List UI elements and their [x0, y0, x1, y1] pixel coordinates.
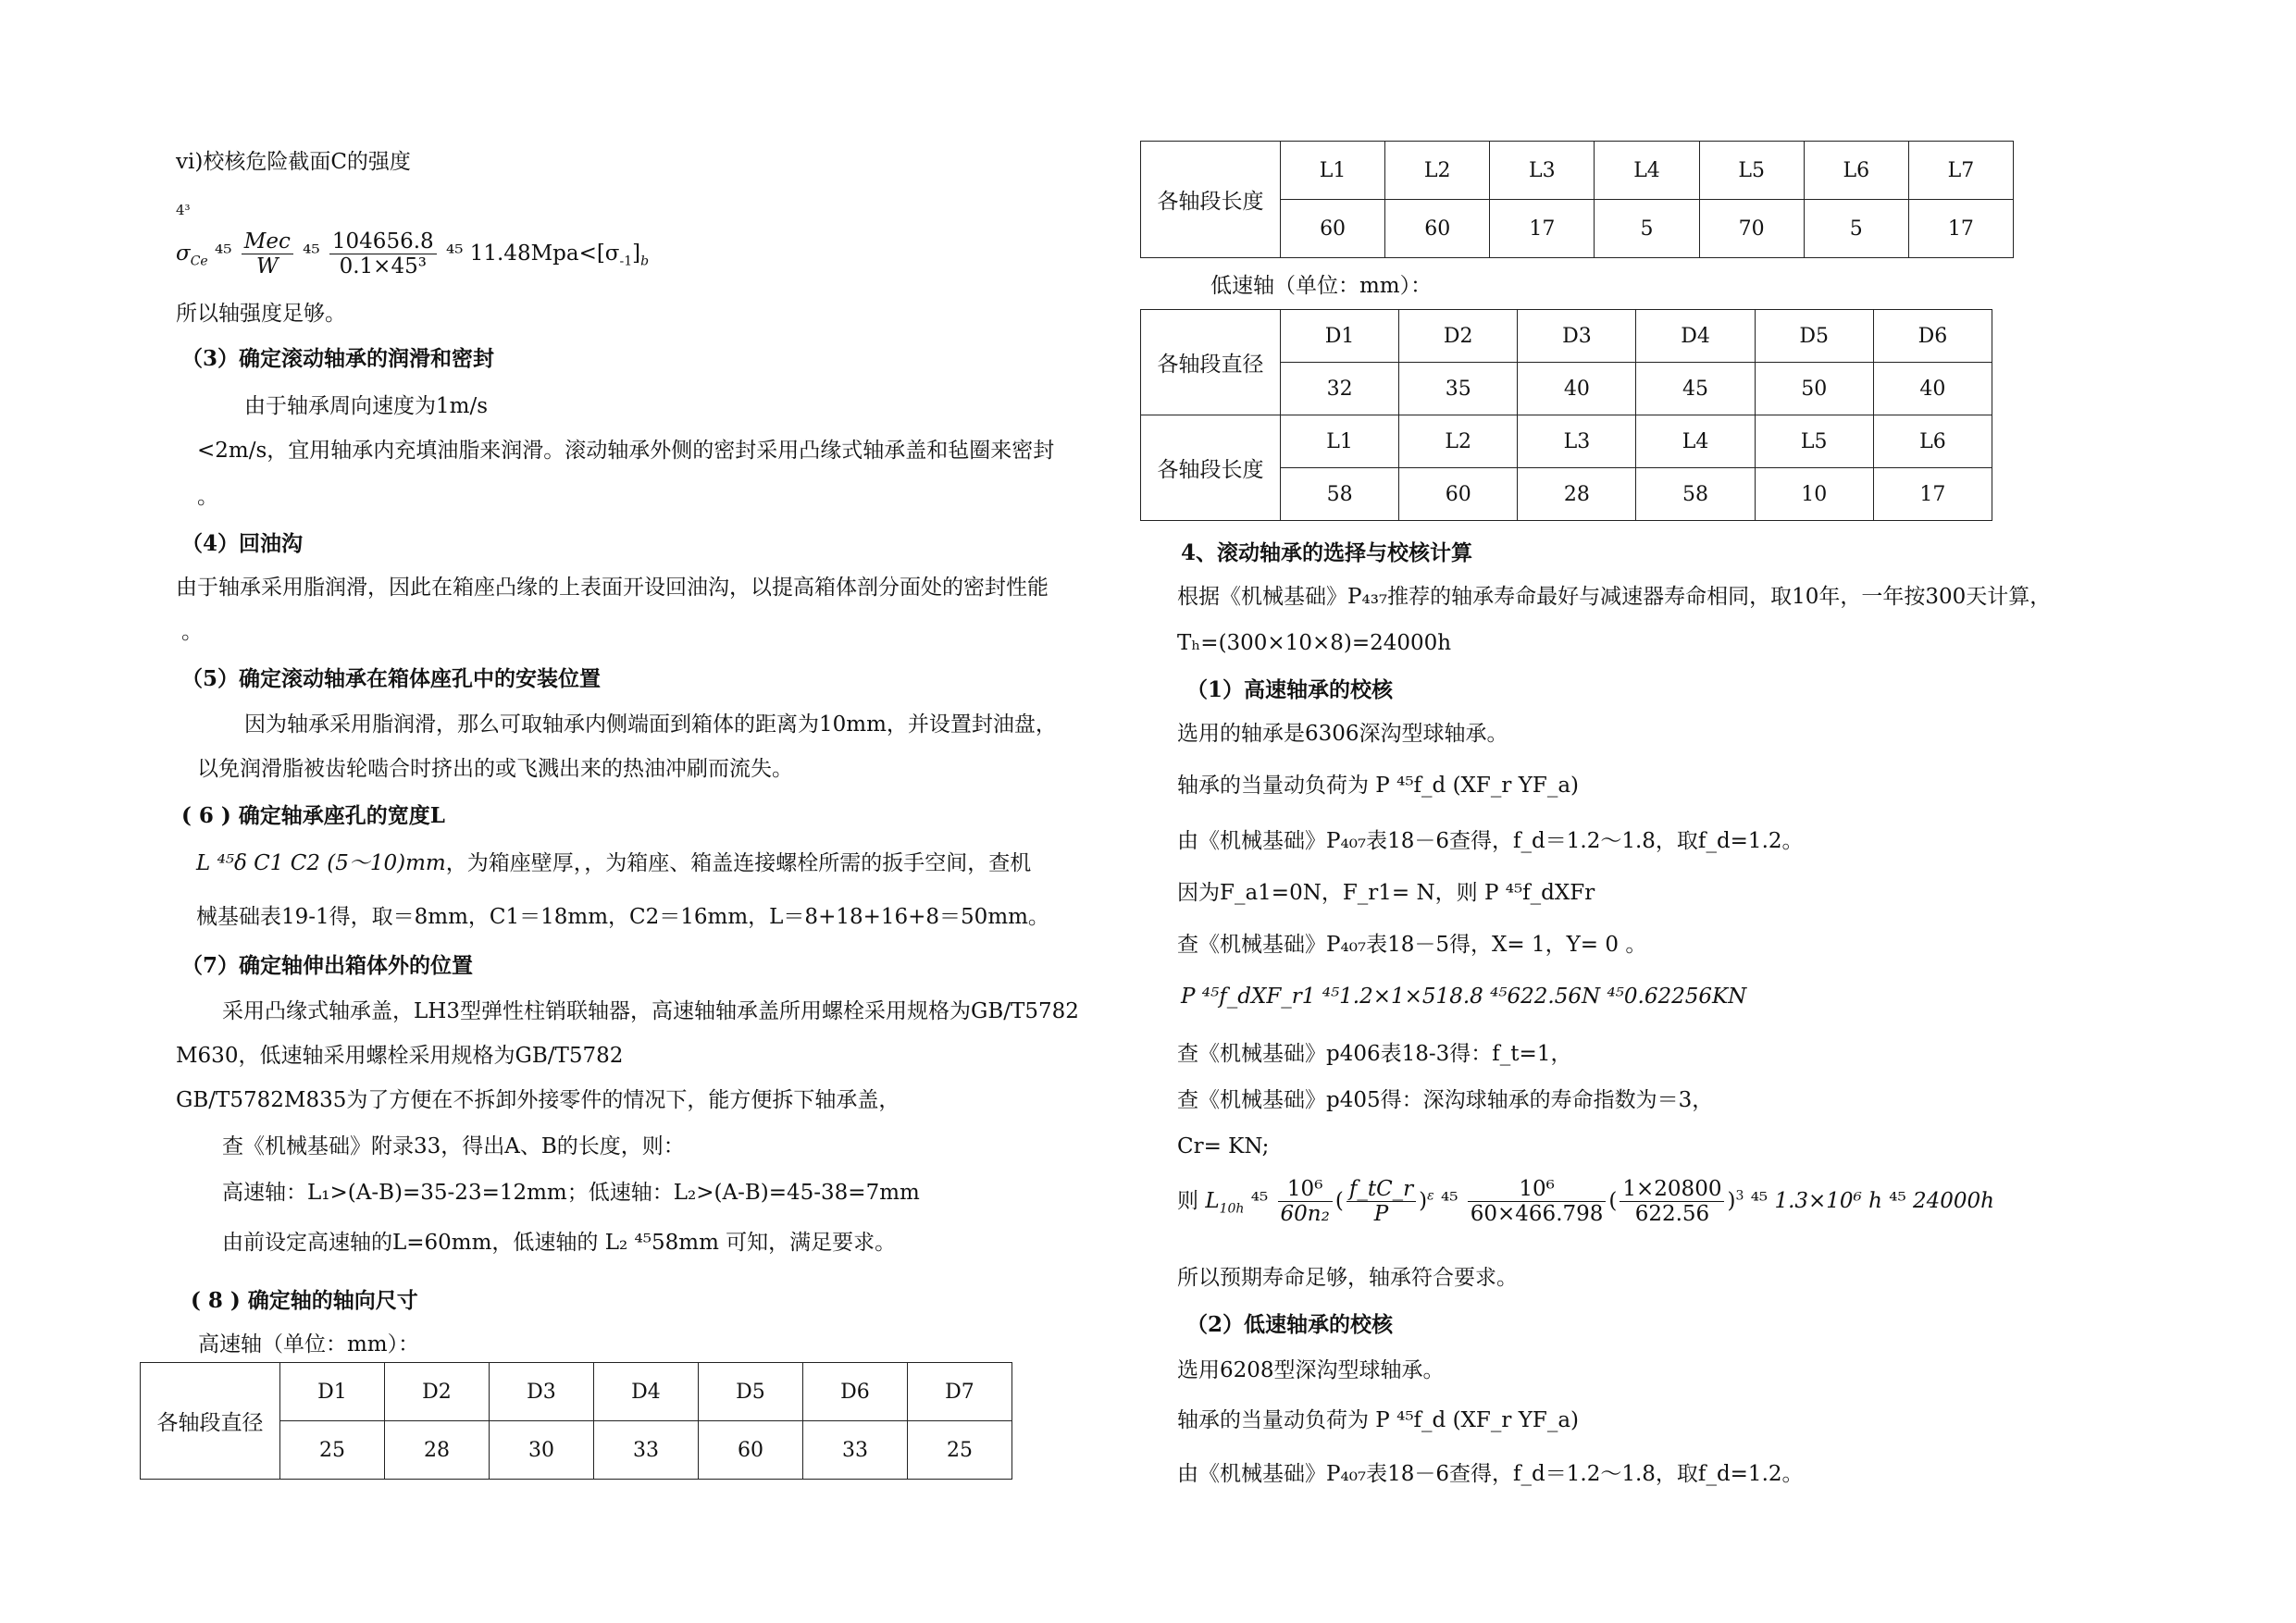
table-cell: 17: [1873, 468, 1992, 521]
sigma-symbol: σ: [176, 241, 191, 266]
table-cell: 17: [1908, 200, 2013, 258]
low-bearing-line-1: 选用6208型深沟型球轴承。: [1177, 1358, 1445, 1382]
fraction-values: [329, 229, 437, 279]
denominator-value: 0.1×45³: [339, 254, 427, 279]
section-8-title: ( 8 ) 确定轴的轴向尺寸: [191, 1288, 418, 1313]
table-cell: 28: [385, 1421, 490, 1480]
high-bearing-line-9: Cr= KN;: [1177, 1134, 1270, 1158]
section-4-title: （4）回油沟: [181, 531, 304, 556]
table-header-cell: D2: [385, 1363, 490, 1421]
table-header-cell: D4: [1636, 310, 1755, 363]
high-bearing-line-7: 查《机械基础》p406表18-3得：f_t=1，: [1177, 1042, 1572, 1066]
high-bearing-line-5: 查《机械基础》P₄₀₇表18－5得，X= 1，Y= 0 。: [1177, 933, 1647, 957]
table-cell: 25: [908, 1421, 1012, 1480]
section-3-paragraph-3: 。: [197, 485, 218, 509]
low-bearing-line-3: 由《机械基础》P₄₀₇表18－6查得，f_d＝1.2～1.8，取f_d=1.2。: [1177, 1462, 1804, 1486]
section-3-paragraph-2: <2m/s，宜用轴承内充填油脂来润滑。滚动轴承外侧的密封采用凸缘式轴承盖和毡圈来密封: [197, 439, 1055, 463]
sigma-result-sub: -1: [619, 254, 633, 269]
table-cell: 40: [1873, 363, 1992, 415]
table-header-cell: D3: [1518, 310, 1636, 363]
section-5-title: （5）确定滚动轴承在箱体座孔中的安装位置: [181, 666, 602, 691]
high-bearing-line-2: 轴承的当量动负荷为 P ⁴⁵f_d (XF_r YF_a): [1177, 774, 1580, 798]
denominator-w: W: [255, 254, 279, 279]
table-header-cell: L5: [1699, 142, 1804, 200]
table-cell: 60: [699, 1421, 803, 1480]
table-cell: 33: [594, 1421, 699, 1480]
high-bearing-line-1: 选用的轴承是6306深沟型球轴承。: [1177, 722, 1508, 746]
high-bearing-line-6: P ⁴⁵f_dXF_r1 ⁴⁵1.2×1×518.8 ⁴⁵622.56N ⁴⁵0.62256KN: [1181, 985, 1747, 1009]
eq-mark: ⁴⁵: [303, 241, 320, 266]
high-bearing-line-3: 由《机械基础》P₄₀₇表18－6查得，f_d＝1.2～1.8，取f_d=1.2。: [1177, 829, 1804, 853]
table-cell: 60: [1399, 468, 1518, 521]
fraction-mec-w: [242, 229, 293, 279]
numerator-value: 104656.8: [329, 229, 437, 254]
eq-mark: ⁴⁵: [215, 241, 232, 266]
section-3-title: （3）确定滚动轴承的润滑和密封: [181, 346, 495, 371]
table-cell: 60: [1385, 200, 1490, 258]
high-speed-diameter-table: [140, 1362, 1012, 1480]
fraction-1: [1278, 1177, 1333, 1227]
table-header-cell: D4: [594, 1363, 699, 1421]
section-6-paragraph-2: 械基础表19-1得，取＝8mm，C1＝18mm，C2＝16mm，L＝8+18+16+8＝50mm。: [196, 905, 1049, 929]
table-header-cell: D1: [280, 1363, 385, 1421]
table-header-cell: L4: [1636, 415, 1755, 468]
sigma-formula: [176, 229, 649, 279]
high-speed-length-table: [1140, 141, 2014, 258]
life-symbol: L: [1205, 1188, 1220, 1213]
table-header-cell: L3: [1518, 415, 1636, 468]
section-6-line: [196, 851, 1031, 877]
section-4-paragraph-1: 由于轴承采用脂润滑，因此在箱座凸缘的上表面开设回油沟，以提高箱体剖分面处的密封性能: [176, 576, 1049, 600]
table-cell: 17: [1490, 200, 1595, 258]
table-cell: 10: [1755, 468, 1873, 521]
table-cell: 60: [1281, 200, 1385, 258]
table-header-cell: D6: [803, 1363, 908, 1421]
row-label: 各轴段直径: [141, 1363, 280, 1480]
eq-mark: ⁴⁵: [1250, 1188, 1269, 1213]
exponent-3: 3: [1735, 1188, 1744, 1204]
table-cell: 70: [1699, 200, 1804, 258]
high-speed-shaft-caption: 高速轴（单位：mm）：: [198, 1332, 420, 1357]
table-header-cell: D6: [1873, 310, 1992, 363]
high-bearing-line-4: 因为F_a1=0N，F_r1= N，则 P ⁴⁵f_dXFr: [1177, 881, 1595, 905]
table-header-cell: L3: [1490, 142, 1595, 200]
numerator-mec: Mec: [242, 229, 293, 254]
table-cell: 30: [490, 1421, 594, 1480]
eq-mark: ⁴⁵: [445, 241, 464, 266]
sigma-result-b: b: [640, 254, 650, 269]
table-cell: 35: [1399, 363, 1518, 415]
table-header-cell: L2: [1385, 142, 1490, 200]
denominator: P: [1373, 1202, 1389, 1227]
table-header-cell: D2: [1399, 310, 1518, 363]
table-cell: 28: [1518, 468, 1636, 521]
table-header-cell: L4: [1595, 142, 1699, 200]
low-speed-shaft-caption: 低速轴（单位：mm）：: [1210, 274, 1433, 298]
section-7-paragraph-5: 高速轴：L₁>(A-B)=35-23=12mm；低速轴：L₂>(A-B)=45-38=7mm: [222, 1181, 920, 1205]
numerator: f_tC_r: [1347, 1177, 1416, 1202]
table-header-cell: L5: [1755, 415, 1873, 468]
row-label: 各轴段长度: [1141, 142, 1281, 258]
formula-index-note: 4³: [176, 202, 191, 218]
table-header-cell: L6: [1873, 415, 1992, 468]
section-3-paragraph-1: 由于轴承周向速度为1m/s: [244, 394, 488, 418]
life-formula: 则 $L_{10h}$ ⁴⁵ $\frac{\text{10⁶}}{\text{60n₂}}$ ( $\frac{f\_tC\_r}{P}$ )$^\varepsilon$ ⁴⁵ $\frac{\text{10⁶}}{60\times 466.798}$ ( $\frac{1\times 20800}{622.56}$ )$^3$ ⁴⁵ 1.3×10⁶ h ⁴⁵ 24000h: [1177, 1177, 1994, 1227]
numerator: 10⁶: [1278, 1177, 1333, 1202]
width-formula: L ⁴⁵δ C1 C2 (5～10)mm: [196, 851, 446, 875]
section-6-paragraph-1: ，为箱座壁厚，，为箱座、箱盖连接螺栓所需的扳手空间，查机: [445, 851, 1032, 875]
vi-title: ⅵ)校核危险截面C的强度: [176, 150, 411, 174]
low-speed-table: [1140, 309, 1992, 521]
bearing-paragraph-2: Tₕ=(300×10×8)=24000h: [1177, 631, 1452, 655]
numerator: 10⁶: [1468, 1177, 1607, 1202]
table-row: [141, 1363, 1012, 1421]
section-5-paragraph-2: 以免润滑脂被齿轮啮合时挤出的或飞溅出来的热油冲刷而流失。: [197, 757, 793, 781]
section-bearing-title: 4、滚动轴承的选择与校核计算: [1181, 540, 1473, 565]
numerator: 1×20800: [1620, 1177, 1724, 1202]
sigma-result: 11.48Mpa<[σ: [469, 241, 620, 266]
table-row: [1141, 142, 2014, 200]
table-header-cell: D1: [1281, 310, 1399, 363]
table-cell: 50: [1755, 363, 1873, 415]
table-cell: 25: [280, 1421, 385, 1480]
low-bearing-line-2: 轴承的当量动负荷为 P ⁴⁵f_d (XF_r YF_a): [1177, 1408, 1580, 1432]
table-header-cell: L2: [1399, 415, 1518, 468]
table-header-cell: L1: [1281, 415, 1399, 468]
table-cell: 5: [1595, 200, 1699, 258]
exponent-epsilon: ε: [1427, 1188, 1434, 1204]
low-speed-bearing-title: （2）低速轴承的校核: [1186, 1312, 1394, 1337]
table-header-cell: D3: [490, 1363, 594, 1421]
section-5-paragraph-1: 因为轴承采用脂润滑，那么可取轴承内侧端面到箱体的距离为10mm，并设置封油盘，: [244, 712, 1057, 737]
table-row: [1141, 310, 1992, 363]
section-7-paragraph-3: GB/T5782M835为了方便在不拆卸外接零件的情况下，能方便拆下轴承盖，: [176, 1088, 900, 1112]
table-header-cell: D5: [1755, 310, 1873, 363]
life-prefix: 则: [1177, 1188, 1198, 1213]
denominator: 60n₂: [1280, 1202, 1330, 1227]
high-bearing-line-8: 查《机械基础》p405得：深沟球轴承的寿命指数为＝3，: [1177, 1088, 1714, 1112]
denominator: 60×466.798: [1470, 1202, 1604, 1227]
section-7-title: （7）确定轴伸出箱体外的位置: [181, 953, 474, 978]
section-7-paragraph-1: 采用凸缘式轴承盖，LH3型弹性柱销联轴器，高速轴轴承盖所用螺栓采用规格为GB/T5782: [222, 999, 1079, 1023]
table-header-cell: L6: [1804, 142, 1908, 200]
eq-mark: ⁴⁵: [1750, 1188, 1769, 1213]
table-cell: 5: [1804, 200, 1908, 258]
table-header-cell: D5: [699, 1363, 803, 1421]
high-speed-bearing-title: （1）高速轴承的校核: [1186, 677, 1394, 702]
sigma-subscript: Ce: [190, 254, 208, 269]
table-row: [1141, 415, 1992, 468]
section-7-paragraph-2: M630，低速轴采用螺栓采用规格为GB/T5782: [176, 1044, 624, 1068]
table-cell: 45: [1636, 363, 1755, 415]
section-6-title: ( 6 ) 确定轴承座孔的宽度L: [181, 803, 445, 828]
eq-mark: ⁴⁵: [1889, 1188, 1906, 1213]
life-result-hours: 24000h: [1913, 1188, 1994, 1213]
fraction-4: [1620, 1177, 1724, 1227]
section-7-paragraph-4: 查《机械基础》附录33，得出A、B的长度，则：: [222, 1134, 685, 1158]
row-label: 各轴段直径: [1141, 310, 1281, 415]
eq-mark: ⁴⁵: [1440, 1188, 1458, 1213]
table-cell: 40: [1518, 363, 1636, 415]
denominator: 622.56: [1634, 1202, 1710, 1227]
table-header-cell: L1: [1281, 142, 1385, 200]
table-cell: 33: [803, 1421, 908, 1480]
section-7-paragraph-6: 由前设定高速轴的L=60mm，低速轴的 L₂ ⁴⁵58mm 可知，满足要求。: [222, 1231, 897, 1255]
table-cell: 58: [1281, 468, 1399, 521]
life-subscript: 10h: [1219, 1201, 1245, 1217]
table-header-cell: D7: [908, 1363, 1012, 1421]
bearing-paragraph-1: 根据《机械基础》P₄₃₇推荐的轴承寿命最好与减速器寿命相同，取10年，一年按300天计算，: [1177, 585, 2052, 609]
high-bearing-conclusion: 所以预期寿命足够，轴承符合要求。: [1177, 1266, 1518, 1290]
conclusion-strength: 所以轴强度足够。: [176, 302, 346, 326]
life-result: 1.3×10⁶ h: [1774, 1188, 1882, 1213]
table-cell: 58: [1636, 468, 1755, 521]
section-4-paragraph-2: 。: [181, 620, 203, 644]
row-label: 各轴段长度: [1141, 415, 1281, 521]
table-header-cell: L7: [1908, 142, 2013, 200]
table-cell: 32: [1281, 363, 1399, 415]
fraction-3: [1468, 1177, 1607, 1227]
sigma-result-tail: ]: [632, 241, 641, 266]
fraction-2: [1347, 1177, 1416, 1227]
